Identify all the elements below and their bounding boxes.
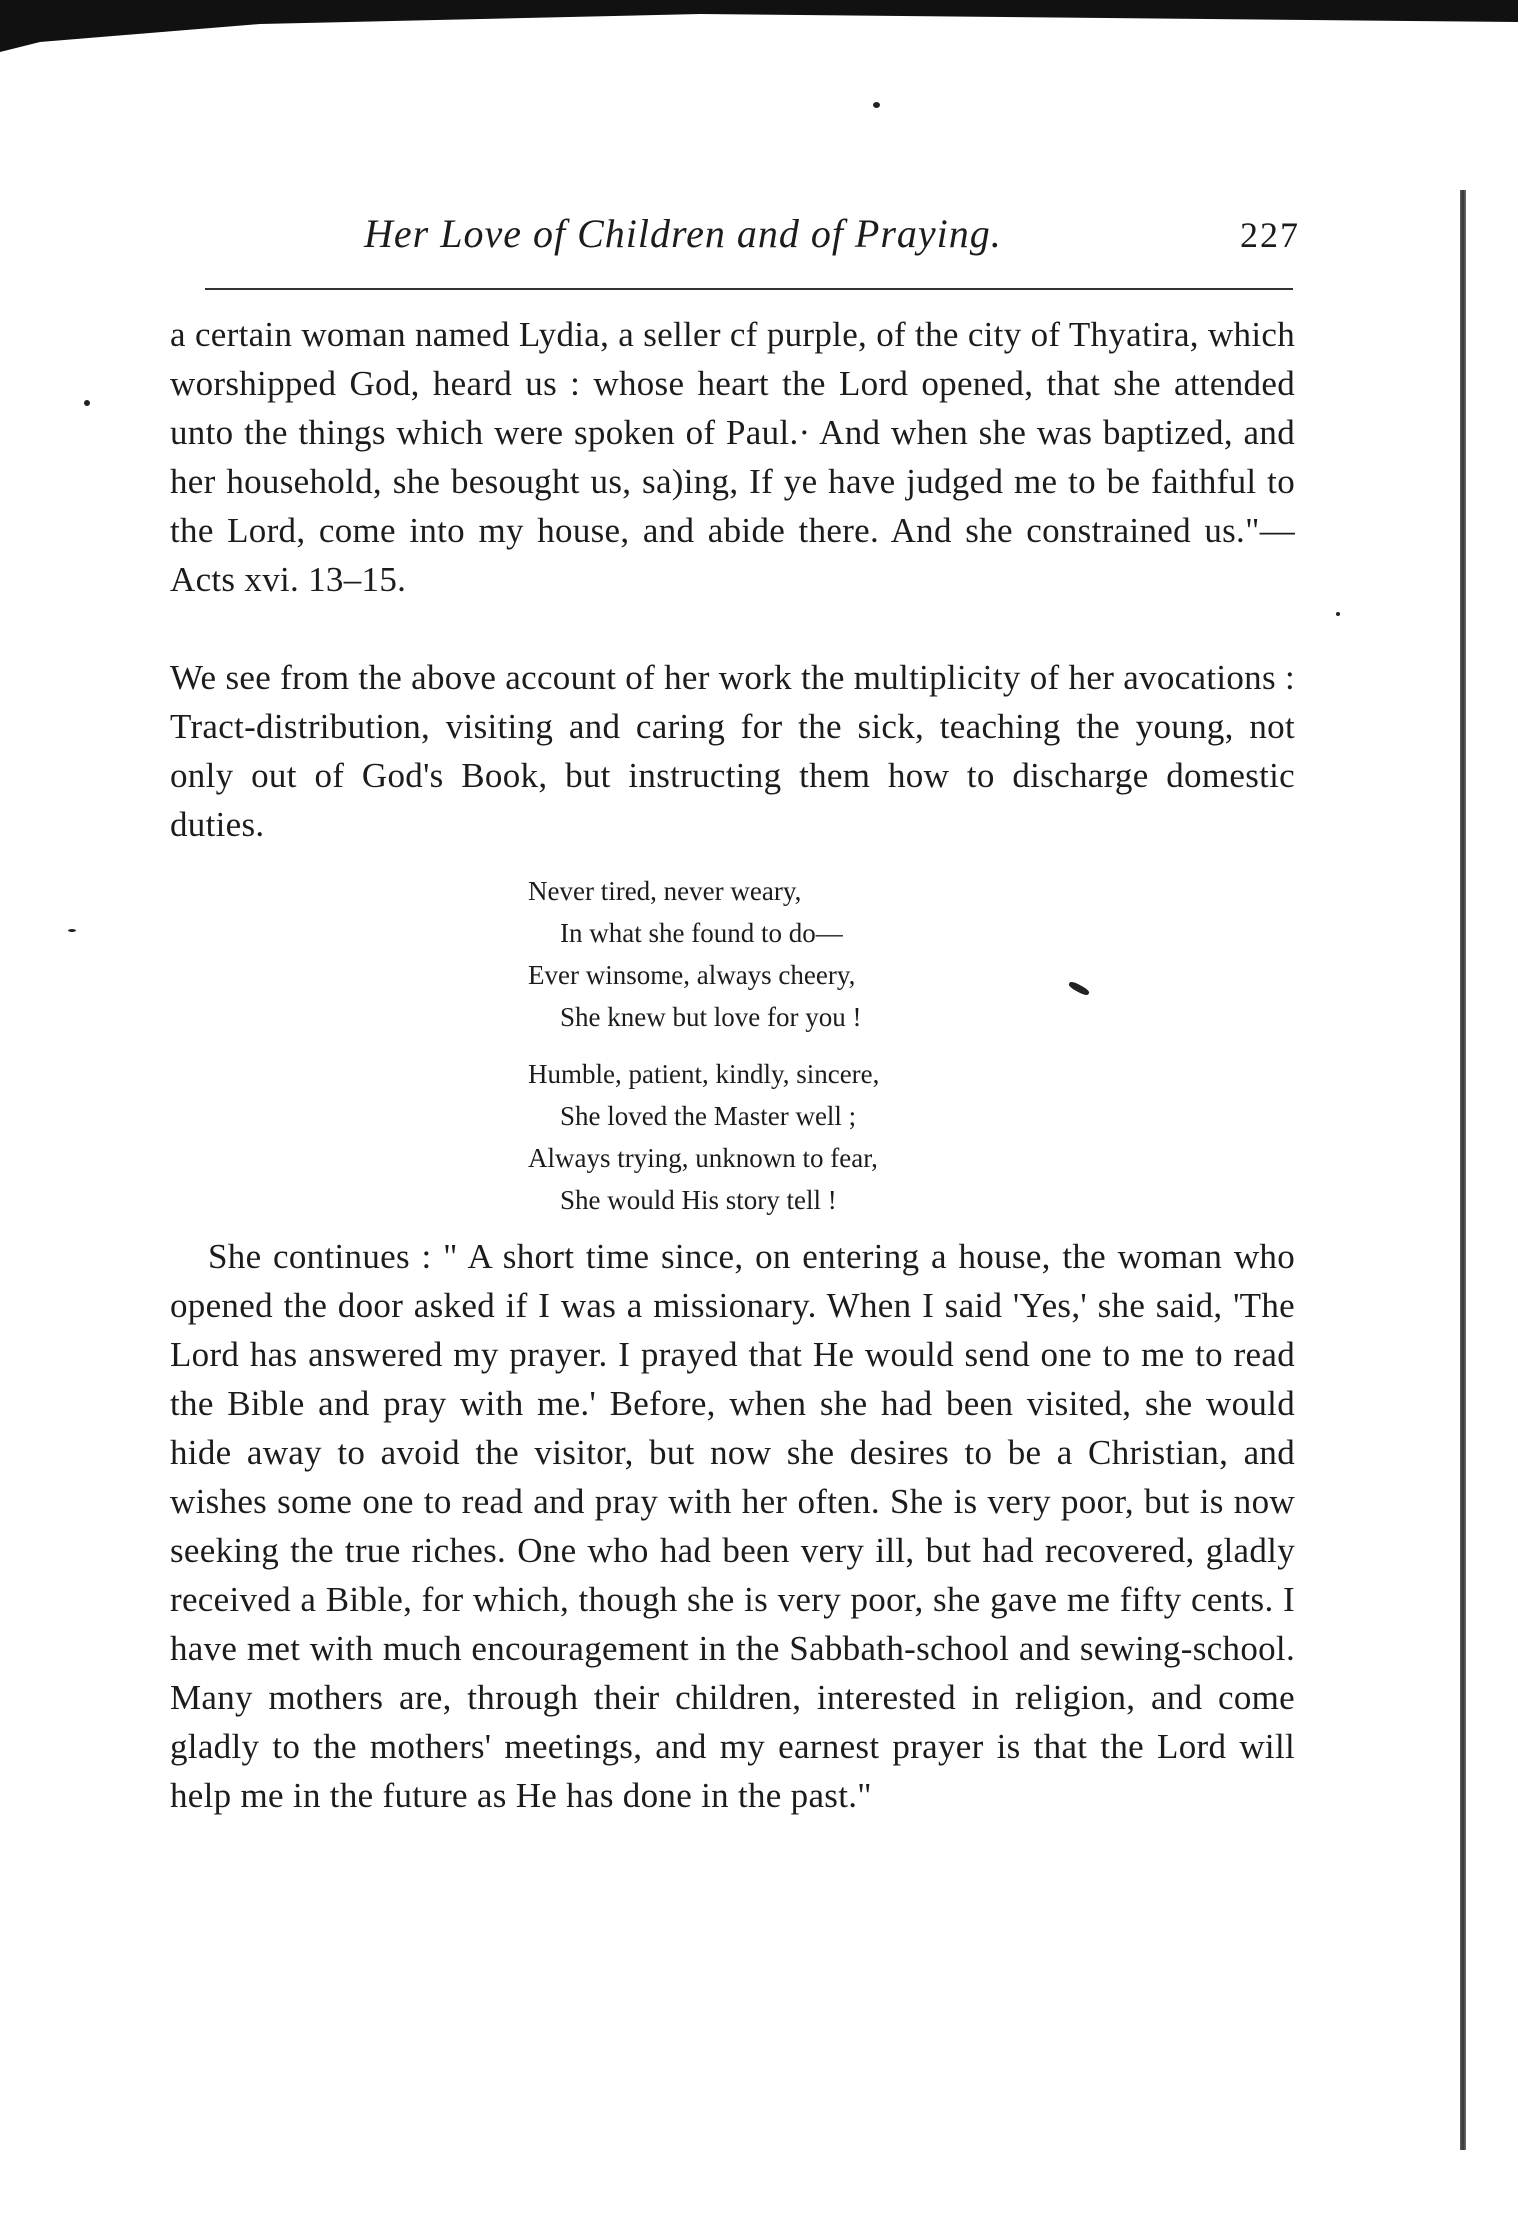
poem-stanza-1 (528, 870, 1128, 1038)
page-header (170, 210, 1300, 270)
poem-line: She would His story tell ! (560, 1185, 837, 1215)
page-number: 227 (1240, 215, 1300, 255)
ink-speck (84, 400, 90, 406)
running-title: Her Love of Children and of Praying. (364, 211, 1002, 256)
ink-speck (68, 929, 76, 932)
poem-stanza-2 (528, 1053, 1128, 1221)
scan-edge-right (1460, 190, 1466, 2150)
ink-speck (873, 102, 880, 108)
poem-line: She loved the Master well ; (560, 1101, 857, 1131)
poem-line: She knew but love for you ! (560, 1002, 862, 1032)
paragraph-she-continues: She continues : " A short time since, on entering a house, the woman who opened the door asked if I was a missionary. When I said 'Yes,' she said, 'The Lord has answered my prayer. I prayed that He would send one to me to read the Bible and pray with me.' Before, when she had been visited, she would hide away to avoid the visitor, but now she desires to be a Christian, and wishes some one to read and pray with her often. She is very poor, but is now seeking the true riches. One who had been very ill, but had recovered, gladly received a Bible, for which, though she is very poor, she gave me fifty cents. I have met with much encouragement in the Sabbath-school and sewing-school. Many mothers are, through their children, interested in religion, and come gladly to the mothers' meetings, and my earnest prayer is that the Lord will help me in the future as He has done in the past." (170, 1237, 1295, 1815)
poem-line: Humble, patient, kindly, sincere, (528, 1059, 880, 1089)
paragraph-scripture-quote: a certain woman named Lydia, a seller cf purple, of the city of Thyatira, which worshipped God, heard us : whose heart the Lord opened, that she attended unto the things which were spoken of Paul.· And when she was baptized, and her household, she besought us, sa)ing, If ye have judged me to be faithful to the Lord, come into my house, and abide there. And she constrained us."—Acts xvi. 13–15. (170, 315, 1295, 599)
paragraph-avocations: We see from the above account of her work the multiplicity of her avocations : Tract-distribution, visiting and caring for the sick, teaching the young, not only out of God's Book, but instructing them how to discharge domestic duties. (170, 658, 1295, 844)
scan-edge-top (0, 0, 1518, 60)
poem-line: In what she found to do— (560, 918, 843, 948)
poem-line: Never tired, never weary, (528, 876, 802, 906)
poem-line: Ever winsome, always cheery, (528, 960, 856, 990)
header-rule (205, 288, 1293, 290)
ink-speck (1336, 612, 1340, 616)
poem-line: Always trying, unknown to fear, (528, 1143, 878, 1173)
